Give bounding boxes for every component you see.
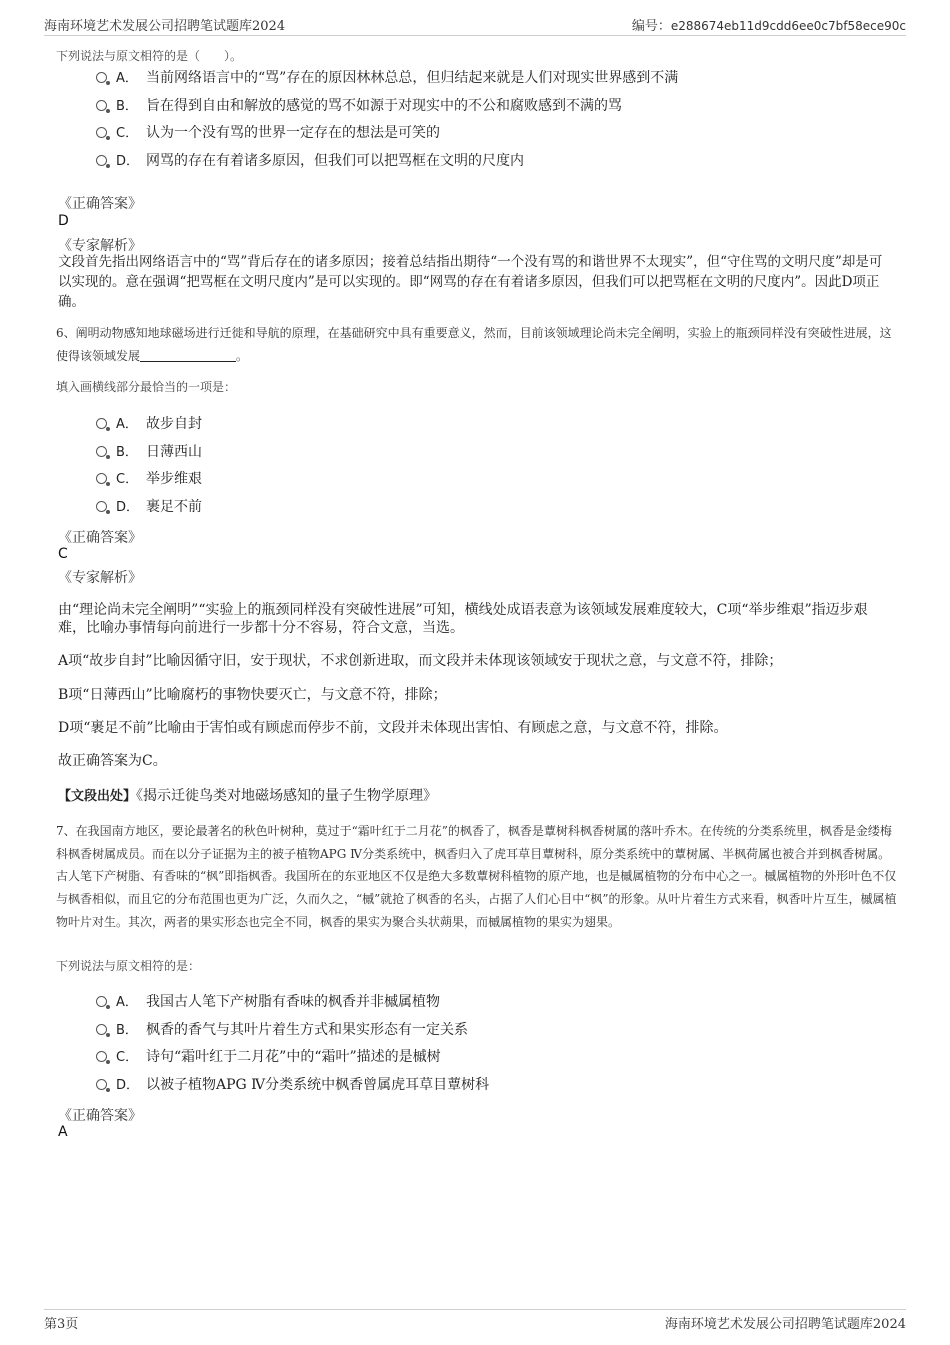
q7-option-c[interactable]: C． 诗句“霜叶红于二月花”中的“霜叶”描述的是槭树 [96, 1046, 441, 1066]
radio-icon[interactable] [96, 996, 107, 1007]
header-rule [44, 35, 906, 36]
radio-icon[interactable] [96, 127, 107, 138]
radio-icon[interactable] [96, 473, 107, 484]
q5-analysis: 文段首先指出网络语言中的“骂”背后存在的诸多原因；接着总结指出期待“一个没有骂的和谐世界不太现实”，但“守住骂的文明尺度”却是可以实现的。意在强调“把骂框在文明尺度内”是可以实现的。即“网骂的存在有着诸多原因，但我们可以把骂框在文明的尺度内”。因此D项正确。 [58, 254, 883, 310]
q6-analysis-paragraph: B项“日薄西山”比喻腐朽的事物快要灭亡，与文意不符，排除； [58, 687, 447, 703]
q6-source [58, 787, 437, 806]
radio-icon[interactable] [96, 155, 107, 166]
q7-option-b[interactable]: B． 枫香的香气与其叶片着生方式和果实形态有一定关系 [96, 1019, 468, 1039]
radio-icon[interactable] [96, 501, 107, 512]
q7-prompt: 下列说法与原文相符的是： [56, 959, 201, 973]
fill-blank [140, 349, 236, 362]
q6-analysis-paragraph: A项“故步自封”比喻因循守旧，安于现状，不求创新进取，而文段并未体现该领域安于现状之意，与文意不符，排除； [58, 653, 783, 669]
q7-answer-label: 《正确答案》 [58, 1108, 142, 1124]
q6-analysis-label: 《专家解析》 [58, 570, 142, 586]
radio-icon[interactable] [96, 418, 107, 429]
q7-option-a[interactable]: A． 我国古人笔下产树脂有香味的枫香并非槭属植物 [96, 991, 440, 1011]
header-title: 海南环境艺术发展公司招聘笔试题库2024 [44, 19, 286, 34]
q5-answer: D [58, 213, 69, 229]
q6-option-a[interactable]: A． 故步自封 [96, 413, 202, 433]
page-number: 第3页 [44, 1317, 79, 1332]
q6-source-title: 《揭示迁徙鸟类对地磁场感知的量子生物学原理》 [136, 788, 438, 804]
q5-analysis-label: 《专家解析》 [58, 238, 142, 254]
q7-option-d[interactable]: D． 以被子植物APG Ⅳ分类系统中枫香曾属虎耳草目蕈树科 [96, 1074, 489, 1094]
document-code-value: e288674eb11d9cdd6ee0c7bf58ece90c [670, 19, 906, 33]
q6-source-label: 【文段出处】 [58, 789, 137, 804]
q6-option-c[interactable]: C． 举步维艰 [96, 468, 202, 488]
q5-option-b[interactable]: B． 旨在得到自由和解放的感觉的骂不如源于对现实中的不公和腐败感到不满的骂 [96, 95, 622, 115]
document-code [632, 15, 906, 34]
q6-stem: 6、阐明动物感知地球磁场进行迁徙和导航的原理，在基础研究中具有重要意义，然而，目前该领域理论尚未完全阐明，实验上的瓶颈同样没有突破性进展，这使得该领域发展 。 [56, 326, 892, 363]
document-code-label: 编号： [631, 19, 671, 34]
q5-option-c[interactable]: C． 认为一个没有骂的世界一定存在的想法是可笑的 [96, 122, 440, 142]
radio-icon[interactable] [96, 1051, 107, 1062]
footer-title: 海南环境艺术发展公司招聘笔试题库2024 [664, 1317, 906, 1332]
q6-option-d[interactable]: D． 裹足不前 [96, 496, 202, 516]
q6-answer: C [58, 546, 68, 562]
radio-icon[interactable] [96, 1079, 107, 1090]
q6-answer-label: 《正确答案》 [58, 530, 142, 546]
q6-option-b[interactable]: B． 日薄西山 [96, 441, 202, 461]
q7-answer: A [58, 1124, 68, 1140]
q5-option-a[interactable]: A． 当前网络语言中的“骂”存在的原因林林总总，但归结起来就是人们对现实世界感到不满 [96, 67, 678, 87]
q5-option-d[interactable]: D． 网骂的存在有着诸多原因，但我们可以把骂框在文明的尺度内 [96, 150, 524, 170]
q7-stem: 7、在我国南方地区，要论最著名的秋色叶树种，莫过于“霜叶红于二月花”的枫香了，枫香是蕈树科枫香树属的落叶乔木。在传统的分类系统里，枫香是金缕梅科枫香树属成员。而在以分子证据为主的被子植物APG Ⅳ分类系统中，枫香归入了虎耳草目蕈树科，原分类系统中的蕈树属、半枫荷属也被合并到枫香树属。古人笔下产树脂、有香味的“枫”即指枫香。我国所在的东亚地区不仅是绝大多数蕈树科植物的原产地，也是槭属植物的分布中心之一。槭属植物的外形叶色不仅与枫香相似，而且它的分布范围也更为广泛，久而久之，“槭”就抢了枫香的名头，占据了人们心目中“枫”的形象。从叶片着生方式来看，枫香叶片互生，槭属植物叶片对生。其次，两者的果实形态也完全不同，枫香的果实为聚合头状蒴果，而槭属植物的果实为翅果。 [56, 824, 897, 929]
radio-icon[interactable] [96, 72, 107, 83]
q5-answer-label: 《正确答案》 [58, 196, 142, 212]
radio-icon[interactable] [96, 446, 107, 457]
q6-analysis-paragraph: 由“理论尚未完全阐明”“实验上的瓶颈同样没有突破性进展”可知，横线处成语表意为该领域发展难度较大，C项“举步维艰”指迈步艰难，比喻办事情每向前进行一步都十分不容易，符合文意，当选。 [58, 602, 868, 636]
q6-analysis-paragraph: 故正确答案为C。 [58, 753, 167, 769]
footer-rule [44, 1309, 906, 1310]
q6-analysis-paragraph: D项“裹足不前”比喻由于害怕或有顾虑而停步不前，文段并未体现出害怕、有顾虑之意，与文意不符，排除。 [58, 720, 728, 736]
q5-prompt: 下列说法与原文相符的是（ ）。 [56, 49, 243, 63]
radio-icon[interactable] [96, 1024, 107, 1035]
q6-prompt: 填入画横线部分最恰当的一项是： [56, 380, 237, 394]
radio-icon[interactable] [96, 100, 107, 111]
